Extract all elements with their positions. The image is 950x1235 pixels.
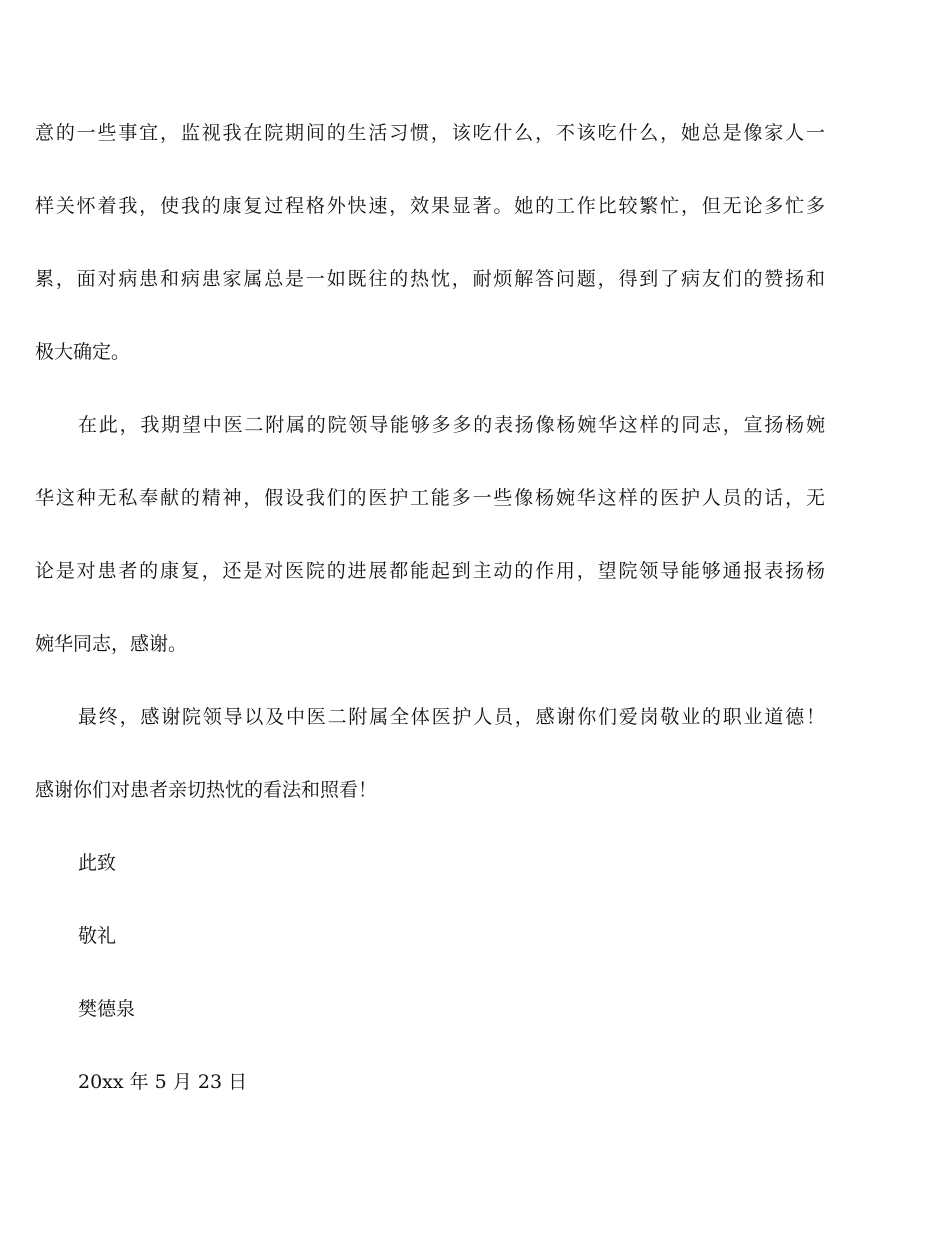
signature: 樊德泉 <box>78 998 136 1020</box>
paragraph-1-line-4: 极大确定。 <box>35 341 131 363</box>
closing-salutation: 此致 <box>78 852 117 874</box>
paragraph-3-line-2: 感谢你们对患者亲切热忱的看法和照看！ <box>35 779 378 801</box>
paragraph-1-line-1: 意的一些事宜，监视我在院期间的生活习惯，该吃什么，不该吃什么，她总是像家人一 <box>35 122 825 144</box>
letter-date: 20xx 年 5 月 23 日 <box>78 1071 248 1093</box>
paragraph-2-line-3: 论是对患者的康复，还是对医院的进展都能起到主动的作用，望院领导能够通报表扬杨 <box>35 560 825 582</box>
paragraph-1-line-2: 样关怀着我，使我的康复过程格外快速，效果显著。她的工作比较繁忙，但无论多忙多 <box>35 195 825 217</box>
paragraph-2-line-2: 华这种无私奉献的精神，假设我们的医护工能多一些像杨婉华这样的医护人员的话，无 <box>35 487 825 509</box>
paragraph-2-line-1: 在此，我期望中医二附属的院领导能够多多的表扬像杨婉华这样的同志，宣扬杨婉 <box>78 414 825 436</box>
paragraph-3-line-1: 最终，感谢院领导以及中医二附属全体医护人员，感谢你们爱岗敬业的职业道德！ <box>78 706 825 728</box>
closing-regards: 敬礼 <box>78 925 117 947</box>
paragraph-1-line-3: 累，面对病患和病患家属总是一如既往的热忱，耐烦解答问题，得到了病友们的赞扬和 <box>35 268 825 290</box>
paragraph-2-line-4: 婉华同志，感谢。 <box>35 633 188 655</box>
